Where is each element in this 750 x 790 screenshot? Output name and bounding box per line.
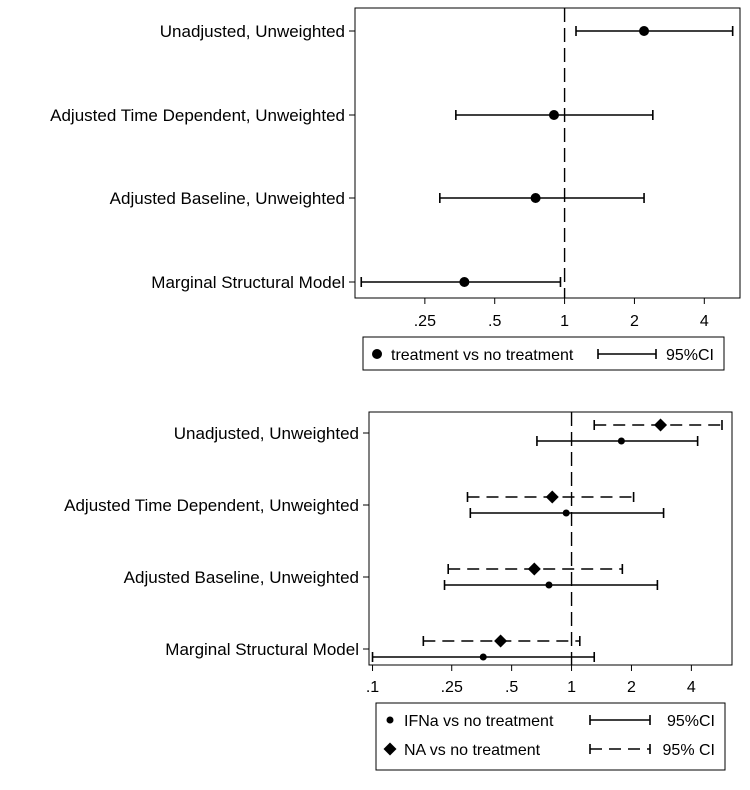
ifna-vs-no-treatment-unadjusted-unweighted-estimate-point (618, 438, 625, 445)
x-tick-label: .25 (440, 679, 463, 696)
legend-series-label: IFNa vs no treatment (404, 713, 554, 730)
series-treatment-vs-no-treatment (361, 26, 732, 287)
bottom-forest-panel (64, 412, 732, 770)
na-vs-no-treatment-marginal-structural-model-estimate-point (494, 635, 507, 648)
na-vs-no-treatment-adjusted-baseline-unweighted-estimate-point (528, 563, 541, 576)
x-tick-label: .25 (413, 313, 436, 330)
category-label-adjusted-time-dependent-unweighted: Adjusted Time Dependent, Unweighted (64, 496, 359, 515)
ifna-vs-no-treatment-adjusted-baseline-unweighted-estimate-point (545, 582, 552, 589)
legend-series-label: NA vs no treatment (404, 742, 541, 759)
x-tick-label: 4 (686, 679, 696, 696)
treatment-vs-no-treatment-unadjusted-unweighted-estimate-point (639, 26, 649, 36)
x-tick-label: 1 (567, 679, 577, 696)
treatment-vs-no-treatment-adjusted-time-dependent-unweighted-estimate-point (549, 110, 559, 120)
treatment-vs-no-treatment-marginal-structural-model-estimate-point (459, 277, 469, 287)
x-tick-label: 2 (627, 679, 636, 696)
category-label-unadjusted-unweighted: Unadjusted, Unweighted (173, 424, 359, 443)
category-label-adjusted-baseline-unweighted: Adjusted Baseline, Unweighted (109, 189, 345, 208)
category-label-marginal-structural-model: Marginal Structural Model (165, 640, 359, 659)
ifna-vs-no-treatment-adjusted-time-dependent-unweighted-estimate-point (563, 510, 570, 517)
category-label-marginal-structural-model: Marginal Structural Model (151, 273, 345, 292)
legend-ci-label: 95% CI (662, 742, 715, 759)
legend-series-label: treatment vs no treatment (391, 347, 574, 364)
x-tick-label: 2 (629, 313, 639, 330)
legend-marker-treatment-vs-no-treatment (372, 349, 382, 359)
legend (376, 703, 725, 770)
legend-ci-label: 95%CI (665, 347, 714, 364)
top-forest-panel (50, 8, 740, 370)
ifna-vs-no-treatment-marginal-structural-model-estimate-point (480, 654, 487, 661)
category-label-adjusted-baseline-unweighted: Adjusted Baseline, Unweighted (123, 568, 359, 587)
x-tick-label: 4 (699, 313, 709, 330)
plot-frame (369, 412, 732, 665)
na-vs-no-treatment-unadjusted-unweighted-estimate-point (654, 419, 667, 432)
na-vs-no-treatment-adjusted-time-dependent-unweighted-estimate-point (546, 491, 559, 504)
legend (363, 337, 724, 370)
x-tick-label: .1 (365, 679, 380, 696)
category-label-unadjusted-unweighted: Unadjusted, Unweighted (159, 22, 345, 41)
x-tick-label: 1 (560, 313, 570, 330)
x-tick-label: .5 (504, 679, 519, 696)
series-ifna-vs-no-treatment (373, 436, 698, 662)
plot-frame (355, 8, 740, 298)
x-tick-label: .5 (488, 313, 502, 330)
series-na-vs-no-treatment (423, 419, 722, 648)
category-label-adjusted-time-dependent-unweighted: Adjusted Time Dependent, Unweighted (50, 106, 345, 125)
treatment-vs-no-treatment-adjusted-baseline-unweighted-estimate-point (531, 193, 541, 203)
legend-marker-ifna-vs-no-treatment (387, 717, 394, 724)
legend-ci-label: 95%CI (666, 713, 715, 730)
